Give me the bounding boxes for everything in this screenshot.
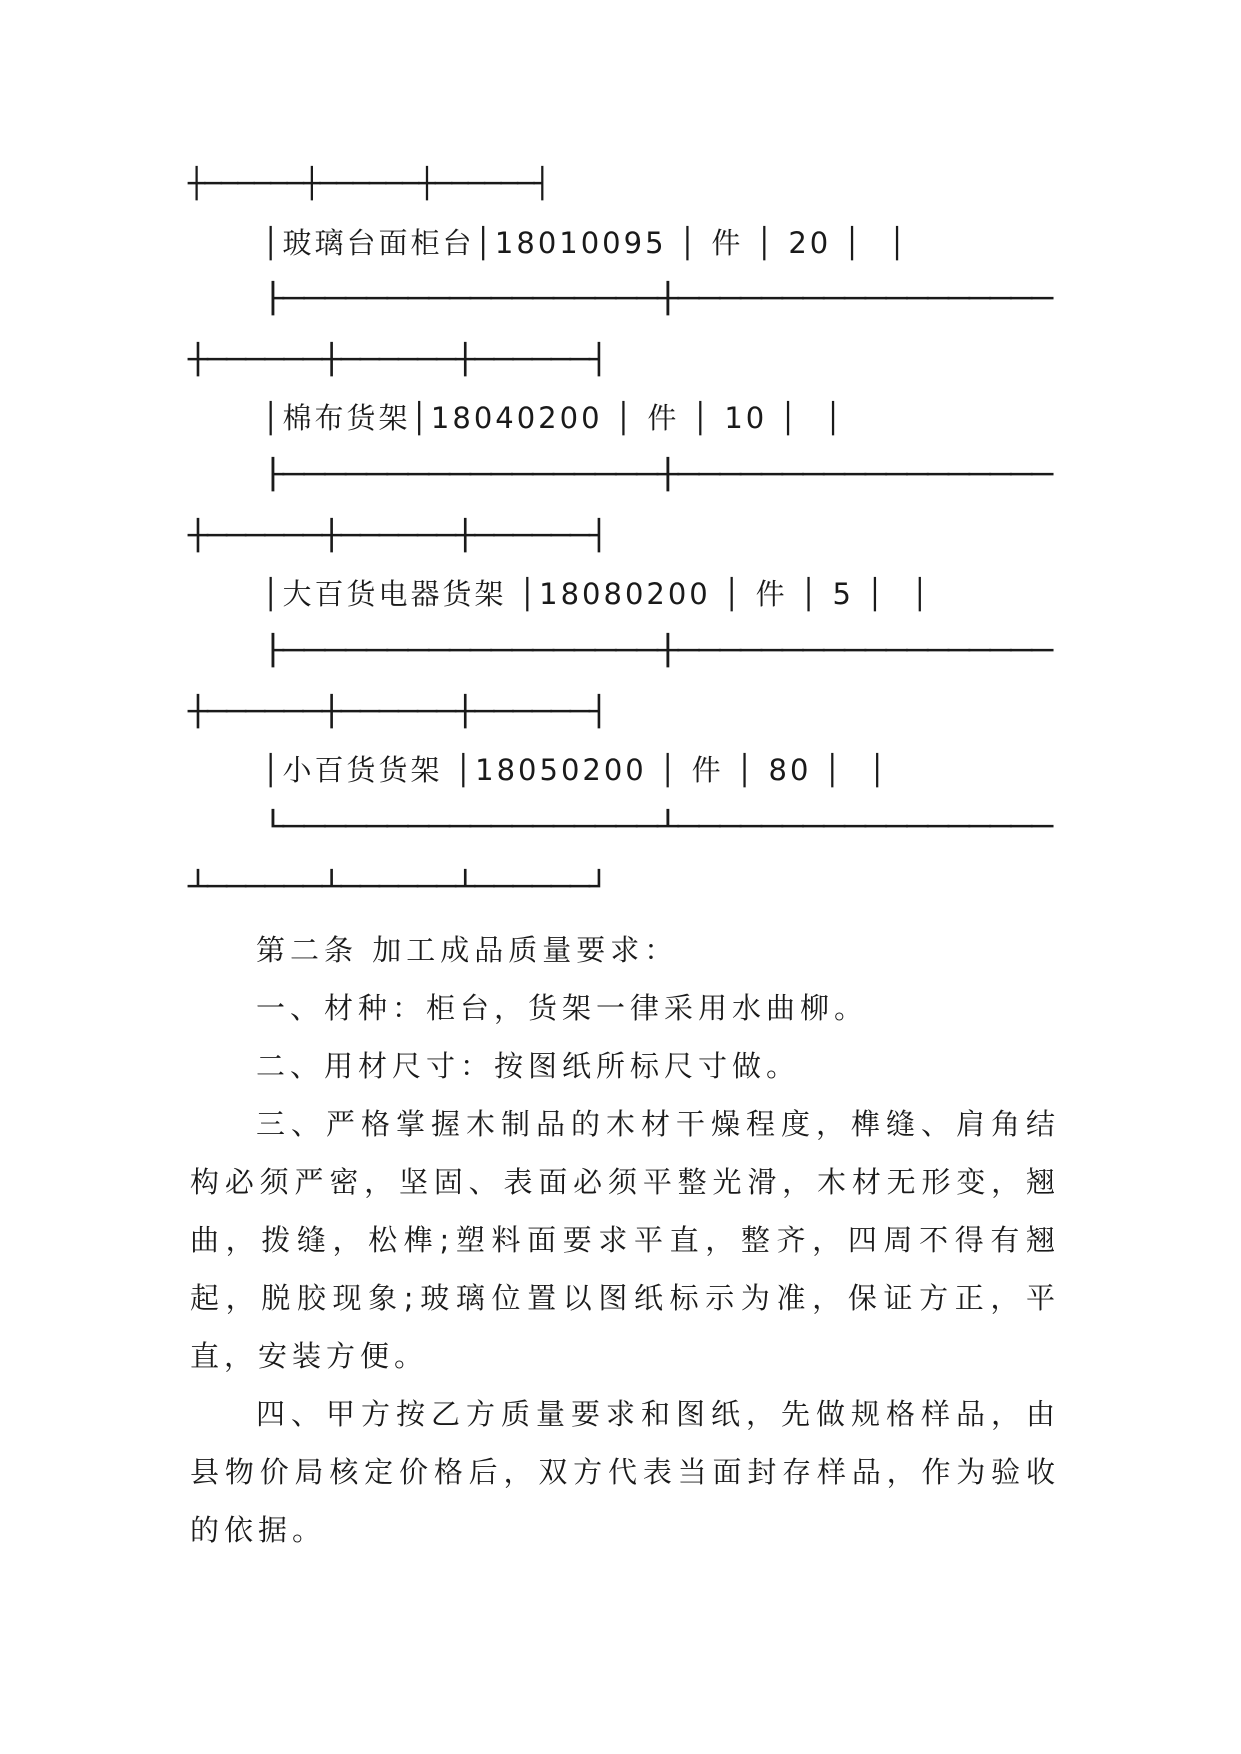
table-bottom-rule: └──────────────────┴──────────────────	[262, 809, 1052, 843]
article-item-4: 四、甲方按乙方质量要求和图纸，先做规格样品，由县物价局核定价格后，双方代表当面封存样品，作为验收的依据。	[190, 1397, 1060, 1547]
table-row-2: │棉布货架│18040200 │ 件 │ 10 │ │	[262, 401, 845, 435]
table-row-rule: ├──────────────────┼──────────────────	[262, 457, 1052, 491]
table-sub-rule: ┼──────┼──────┼──────┤	[188, 166, 551, 200]
table-row-1: │玻璃台面柜台│18010095 │ 件 │ 20 │ │	[262, 226, 909, 260]
table-row-rule: ├──────────────────┼──────────────────	[262, 281, 1052, 315]
article-item-2: 二、用材尺寸：按图纸所标尺寸做。	[256, 1049, 801, 1083]
table-sub-rule: ┼──────┼──────┼──────┤	[188, 518, 608, 552]
table-sub-rule: ┼──────┼──────┼──────┤	[188, 694, 608, 728]
table-row-rule: ├──────────────────┼──────────────────	[262, 633, 1052, 667]
article-heading: 第二条 加工成品质量要求：	[256, 933, 679, 967]
table-sub-rule-end: ┴──────┴──────┴──────┘	[188, 869, 608, 903]
article-item-1: 一、材种：柜台，货架一律采用水曲柳。	[256, 991, 869, 1025]
table-row-4: │小百货货架 │18050200 │ 件 │ 80 │ │	[262, 753, 890, 787]
table-row-3: │大百货电器货架 │18080200 │ 件 │ 5 │ │	[262, 577, 932, 611]
table-sub-rule: ┼──────┼──────┼──────┤	[188, 342, 608, 376]
article-item-3: 三、严格掌握木制品的木材干燥程度，榫缝、肩角结构必须严密，坚固、表面必须平整光滑，木材无形变，翘曲，拨缝，松榫;塑料面要求平直，整齐，四周不得有翘起，脱胶现象;玻璃位置以图纸标示为准，保证方正，平直，安装方便。	[190, 1107, 1060, 1373]
